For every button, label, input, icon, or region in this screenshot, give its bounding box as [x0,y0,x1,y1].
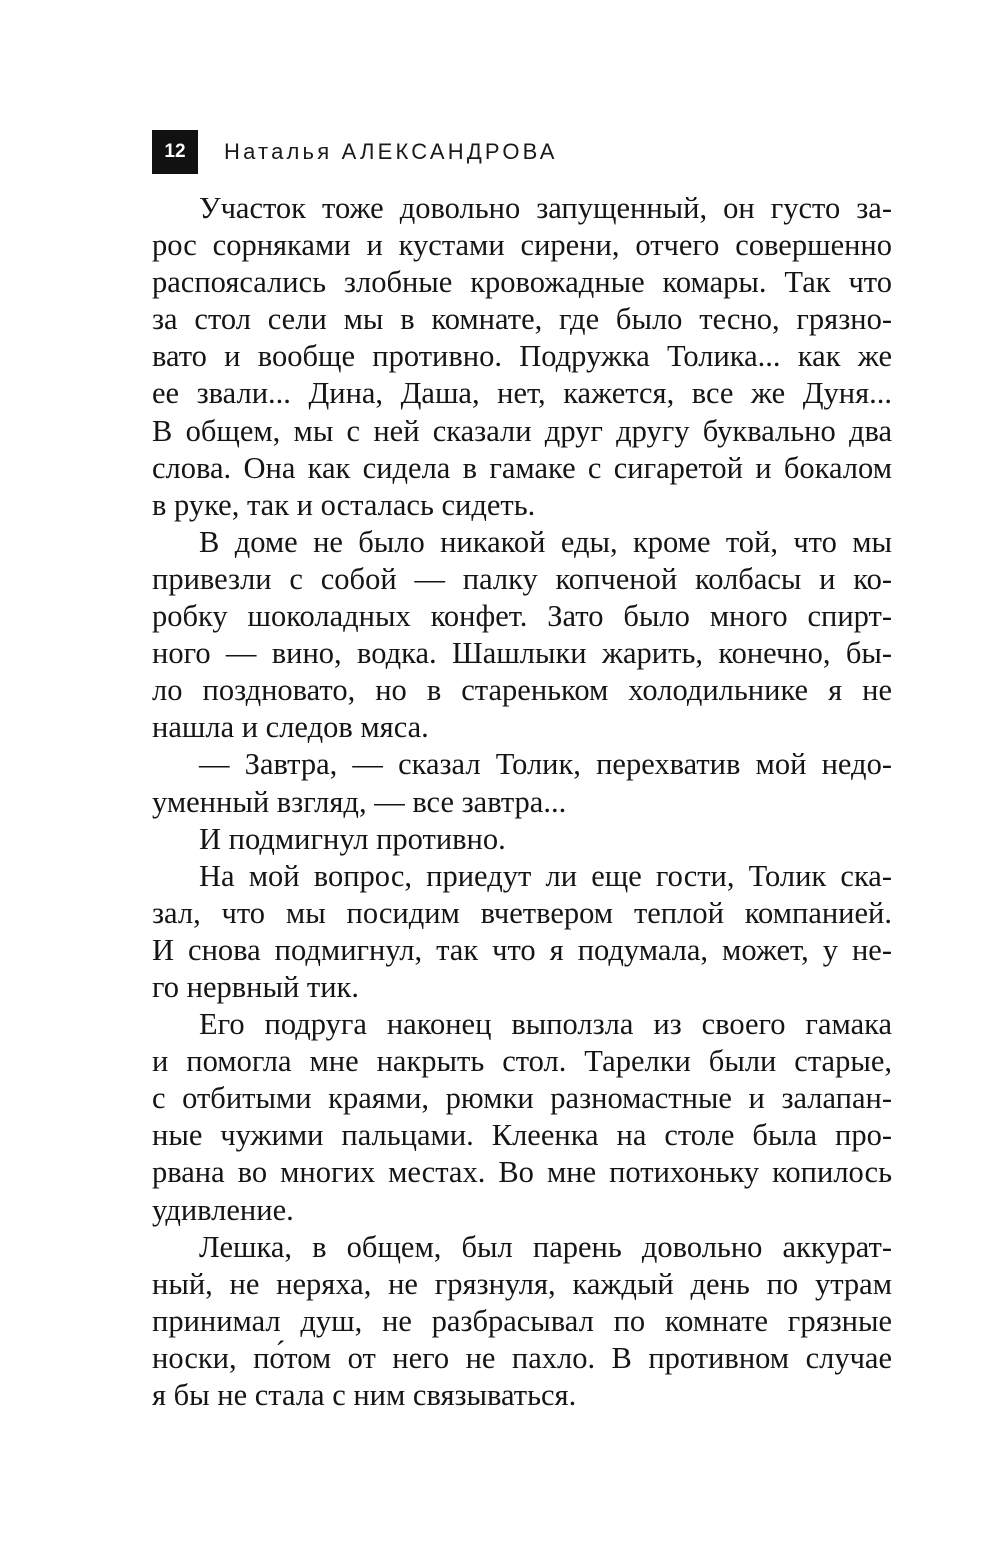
text-line: В общем, мы с ней сказали друг другу буквально два [152,413,892,448]
paragraph [152,1229,892,1414]
text-line: распоясались злобные кровожадные комары. Так что [152,265,892,300]
text-line: робку шоколадных конфет. Зато было много спирт- [152,599,892,634]
text-line: Лешка, в общем, был парень довольно аккурат- [199,1229,892,1264]
text-line: И подмигнул противно. [199,821,506,856]
text-line: в руке, так и осталась сидеть. [152,487,536,522]
text-line: го нервный тик. [152,969,359,1004]
text-line: рос сорняками и кустами сирени, отчего совершенно [152,228,892,263]
paragraph [152,821,892,858]
text-line: Его подруга наконец выползла из своего гамака [199,1007,892,1042]
text-line: нашла и следов мяса. [152,710,429,745]
text-line: На мой вопрос, приедут ли еще гости, Толик ска- [199,858,892,893]
text-line: зал, что мы посидим вчетвером теплой компанией. [152,895,892,930]
text-line: ее звали... Дина, Даша, нет, кажется, все же Дуня... [152,376,892,411]
page-number: 12 [152,130,198,174]
page-header [152,130,558,174]
body-text [152,190,892,1414]
paragraph [152,524,892,747]
text-line: с отбитыми краями, рюмки разномастные и залапан- [152,1081,892,1116]
text-line: носки, по́том от него не пахло. В противном случае [152,1340,892,1375]
text-line: И снова подмигнул, так что я подумала, может, у не- [152,932,892,967]
text-line: удивление. [152,1192,294,1227]
paragraph [152,746,892,820]
paragraph [152,858,892,1006]
text-line: я бы не стала с ним связываться. [152,1378,577,1412]
text-line: и помогла мне накрыть стол. Тарелки были старые, [152,1044,892,1079]
paragraph [152,190,892,524]
text-line: ные чужими пальцами. Клеенка на столе была про- [152,1118,892,1153]
text-line: — Завтра, — сказал Толик, перехватив мой недо- [199,747,892,782]
text-line: В доме не было никакой еды, кроме той, что мы [199,524,892,559]
text-line: вато и вообще противно. Подружка Толика... как же [152,339,892,374]
text-line: принимал душ, не разбрасывал по комнате грязные [152,1303,892,1338]
paragraph [152,1006,892,1229]
text-line: слова. Она как сидела в гамаке с сигаретой и бокалом [152,450,892,485]
text-line: ло поздновато, но в стареньком холодильнике я не [152,673,892,708]
text-line: Участок тоже довольно запущенный, он густо за- [199,191,892,225]
running-head-author: Наталья АЛЕКСАНДРОВА [224,139,558,164]
text-line: за стол сели мы в комнате, где было тесно, грязно- [152,302,892,337]
text-line: ный, не неряха, не грязнуля, каждый день по утрам [152,1266,892,1301]
text-line: привезли с собой — палку копченой колбасы и ко- [152,561,892,596]
text-line: уменный взгляд, — все завтра... [152,784,567,819]
text-line: рвана во многих местах. Во мне потихоньку копилось [152,1155,892,1190]
text-line: ного — вино, водка. Шашлыки жарить, конечно, бы- [152,636,892,671]
